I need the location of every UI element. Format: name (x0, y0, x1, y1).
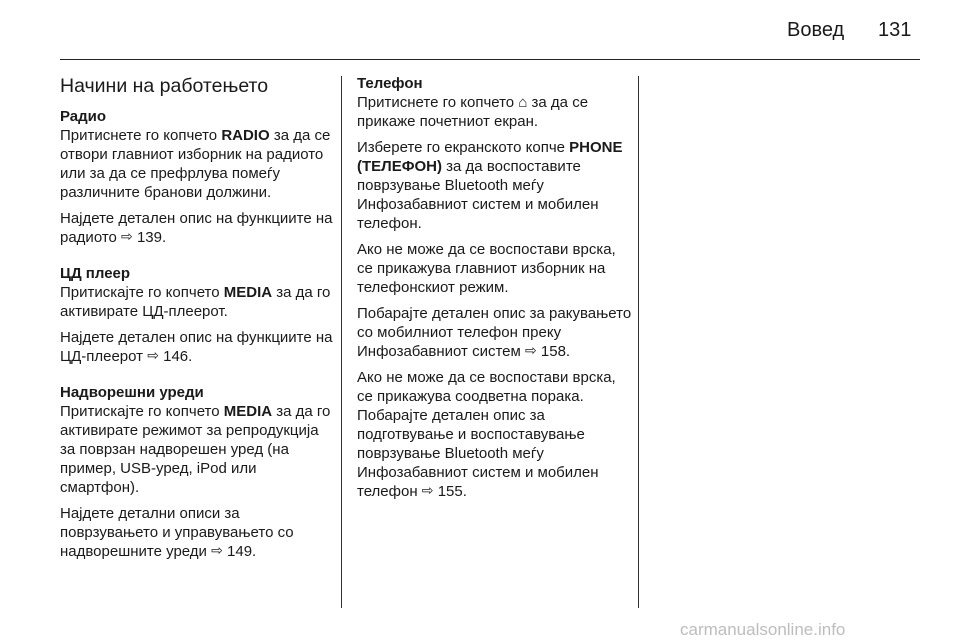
radio-page-ref: 139. (136, 229, 167, 246)
column-divider-right (638, 76, 639, 608)
home-icon: ⌂ (518, 94, 528, 111)
cd-page-ref: 146. (163, 348, 193, 365)
page-reference-arrow-icon: ⇨ (147, 347, 159, 363)
phone-paragraph-3: Ако не може да се воспостави врска, се прикажува главниот изборник на телефонскиот режим. (357, 241, 616, 296)
radio-paragraph-1: Притиснете го копчето RADIO за да се отвори главниот изборник на радиото или за да се префрлува помеѓу различните бранови должини. (60, 127, 331, 201)
external-page-ref: 149. (227, 543, 257, 560)
phone-paragraph-4: Побарајте детален опис за ракувањето со мобилниот телефон преку Инфозабавниот систем ⇨ 158. (357, 305, 632, 360)
media-button-label: MEDIA (223, 403, 273, 420)
phone-paragraph-1: Притиснете го копчето ⌂ за да се прикаже почетниот екран. (357, 94, 589, 130)
page-reference-arrow-icon: ⇨ (121, 228, 133, 244)
page-reference-arrow-icon: ⇨ (421, 482, 434, 498)
column-divider-left (341, 76, 342, 608)
phone-button-label: PHONE (ТЕЛЕФОН) (357, 139, 623, 175)
page-number: 131 (878, 19, 912, 41)
radio-paragraph-2: Најдете детален опис на функциите на радиото ⇨ 139. (60, 210, 333, 246)
cd-paragraph-1: Притискајте го копчето MEDIA за да го активирате ЦД-плеерот. (60, 284, 331, 320)
cd-heading: ЦД плеер (60, 265, 131, 282)
column-left (60, 74, 335, 568)
header-rule (60, 59, 920, 60)
phone-page-ref-1: 158. (540, 343, 571, 360)
header-title: Вовед (787, 19, 845, 41)
watermark: carmanualsonline.info (680, 620, 846, 639)
cd-paragraph-2: Најдете детален опис на функциите на ЦД-плеерот ⇨ 146. (60, 329, 333, 365)
phone-paragraph-2: Изберете го екранското копче PHONE (ТЕЛЕФОН) за да воспоставите поврзување Bluetooth меѓу Инфозабавниот систем и мобилен телефон. (357, 139, 623, 232)
media-button-label: MEDIA (223, 284, 273, 301)
radio-heading: Радио (60, 108, 107, 125)
phone-heading: Телефон (357, 75, 423, 92)
phone-page-ref-2: 155. (437, 483, 467, 500)
external-paragraph-1: Притискајте го копчето MEDIA за да го активирате режимот за репродукција за поврзан надворешен уред (на пример, USB-уред, iPod или смартфон). (60, 403, 331, 496)
radio-button-label: RADIO (221, 127, 270, 144)
external-paragraph-2: Најдете детални описи за поврзувањето и управувањето со надворешните уреди ⇨ 149. (60, 505, 294, 560)
section-title: Начини на работењето (60, 75, 269, 97)
column-middle (357, 74, 632, 508)
phone-paragraph-5: Ако не може да се воспостави врска, се прикажува соодветна порака. Побарајте детален опис за подготвување и воспоставување поврзување Bluetooth меѓу Инфозабавниот систем и мобилен телефон ⇨ 155. (357, 369, 616, 500)
external-heading: Надворешни уреди (60, 384, 204, 401)
page-reference-arrow-icon: ⇨ (524, 342, 537, 358)
page-reference-arrow-icon: ⇨ (211, 542, 223, 558)
